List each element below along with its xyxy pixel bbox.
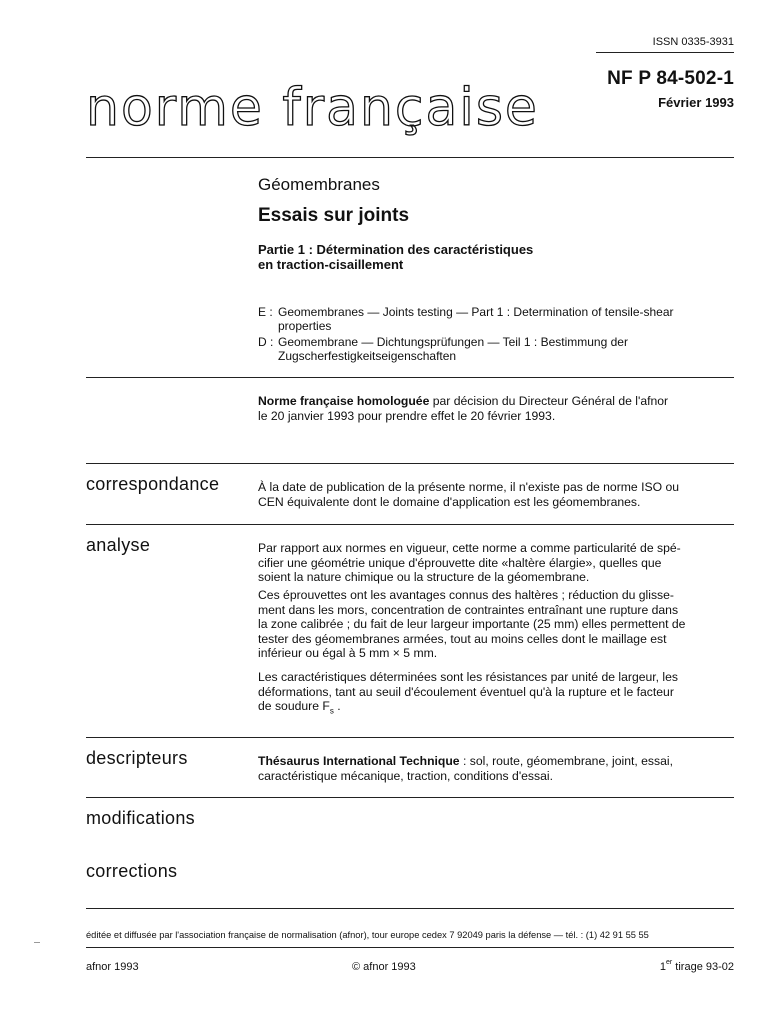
text-line: CEN équivalente dont le domaine d'application est les géomembranes.: [258, 494, 641, 509]
issn-number: ISSN 0335-3931: [652, 36, 734, 48]
divider: [86, 377, 734, 378]
text-line: tester des géomembranes armées, tout au moins celles dont le maillage est: [258, 631, 667, 646]
homologation-text: par décision du Directeur Général de l'afnor: [429, 394, 669, 408]
text-line: [258, 754, 734, 769]
section-label-corrections: corrections: [86, 861, 178, 881]
text-line: Ces éprouvettes ont les avantages connus des haltères ; réduction du glisse-: [258, 588, 674, 602]
norm-reference: NF P 84-502-1: [607, 68, 734, 89]
text-line: Par rapport aux normes en vigueur, cette norme a comme particularité de spé-: [258, 541, 681, 555]
margin-mark: [34, 942, 40, 943]
text-line: cifier une géométrie unique d'éprouvette dite «haltère élargie», quelles que: [258, 555, 662, 570]
text-line: caractéristique mécanique, traction, conditions d'essai.: [258, 768, 553, 783]
superscript: er: [666, 959, 673, 966]
homologation-statement: [258, 394, 734, 424]
translation-line: Geomembrane — Dichtungsprüfungen — Teil 1 : Bestimmung der: [278, 335, 628, 349]
homologation-text: le 20 janvier 1993 pour prendre effet le 20 février 1993.: [258, 409, 556, 423]
footer-copyright: © afnor 1993: [352, 961, 416, 973]
text-fragment: de soudure F: [258, 699, 330, 713]
thesaurus-label: Thésaurus International Technique: [258, 754, 460, 768]
divider: [86, 463, 734, 464]
text-fragment: : sol, route, géomembrane, joint, essai,: [459, 754, 673, 768]
correspondance-text: [258, 480, 734, 509]
language-code: E :: [258, 305, 273, 319]
divider: [86, 908, 734, 909]
translation-line: Geomembranes — Joints testing — Part 1 : Determination of tensile-shear: [278, 305, 674, 319]
document-title: Essais sur joints: [258, 205, 410, 226]
text-line: soient la nature chimique ou la structure de la géomembrane.: [258, 570, 590, 584]
translation-german: [258, 335, 734, 363]
footer-left: afnor 1993: [86, 961, 139, 973]
text-fragment: 1: [659, 961, 666, 973]
subtitle-line-2: en traction-cisaillement: [258, 257, 404, 272]
divider: [86, 737, 734, 738]
analyse-paragraph-1: [258, 541, 734, 585]
divider: [86, 797, 734, 798]
translation-english: [258, 305, 734, 333]
analyse-paragraph-3: [258, 670, 734, 719]
section-label-modifications: modifications: [86, 808, 195, 828]
footer-divider: [86, 947, 734, 948]
header-divider: [86, 157, 734, 158]
publisher-info: éditée et diffusée par l'association française de normalisation (afnor), tour europe cedex 7 92049 paris la défense — tél. : (1) 42 91 55 55: [86, 930, 649, 940]
subscript: s: [329, 706, 334, 716]
norm-date: Février 1993: [658, 95, 734, 110]
text-line: ment dans les mors, concentration de contraintes entraînant une rupture dans: [258, 602, 679, 617]
translation-line: properties: [278, 319, 332, 333]
document-subtitle: [258, 242, 678, 272]
text-line: inférieur ou égal à 5 mm × 5 mm.: [258, 646, 438, 660]
section-label-correspondance: correspondance: [86, 474, 220, 494]
analyse-paragraph-2: [258, 588, 734, 661]
subtitle-line-1: Partie 1 : Détermination des caractéristiques: [258, 242, 534, 257]
footer-print-run: [660, 961, 734, 973]
text-fragment: .: [333, 699, 341, 713]
language-code: D :: [258, 335, 274, 349]
section-label-descripteurs: descripteurs: [86, 748, 188, 768]
document-category: Géomembranes: [258, 175, 380, 194]
descripteurs-text: [258, 754, 734, 783]
text-line: la zone calibrée ; du fait de leur largeur importante (25 mm) elles permettent de: [258, 617, 686, 631]
text-line: déformations, tant au seuil d'écoulement éventuel qu'à la rupture et le facteur: [258, 684, 674, 699]
text-line: Les caractéristiques déterminées sont les résistances par unité de largeur, les: [258, 670, 679, 684]
translation-line: Zugscherfestigkeitseigenschaften: [278, 349, 457, 363]
text-fragment: tirage 93-02: [672, 961, 734, 973]
homologation-bold: Norme française homologuée: [258, 394, 430, 408]
text-line: À la date de publication de la présente norme, il n'existe pas de norme ISO ou: [258, 480, 680, 494]
brand-logo-text: norme française: [86, 78, 539, 138]
text-line: [258, 699, 734, 719]
header-short-rule: [596, 52, 734, 53]
section-label-analyse: analyse: [86, 535, 151, 555]
divider: [86, 524, 734, 525]
